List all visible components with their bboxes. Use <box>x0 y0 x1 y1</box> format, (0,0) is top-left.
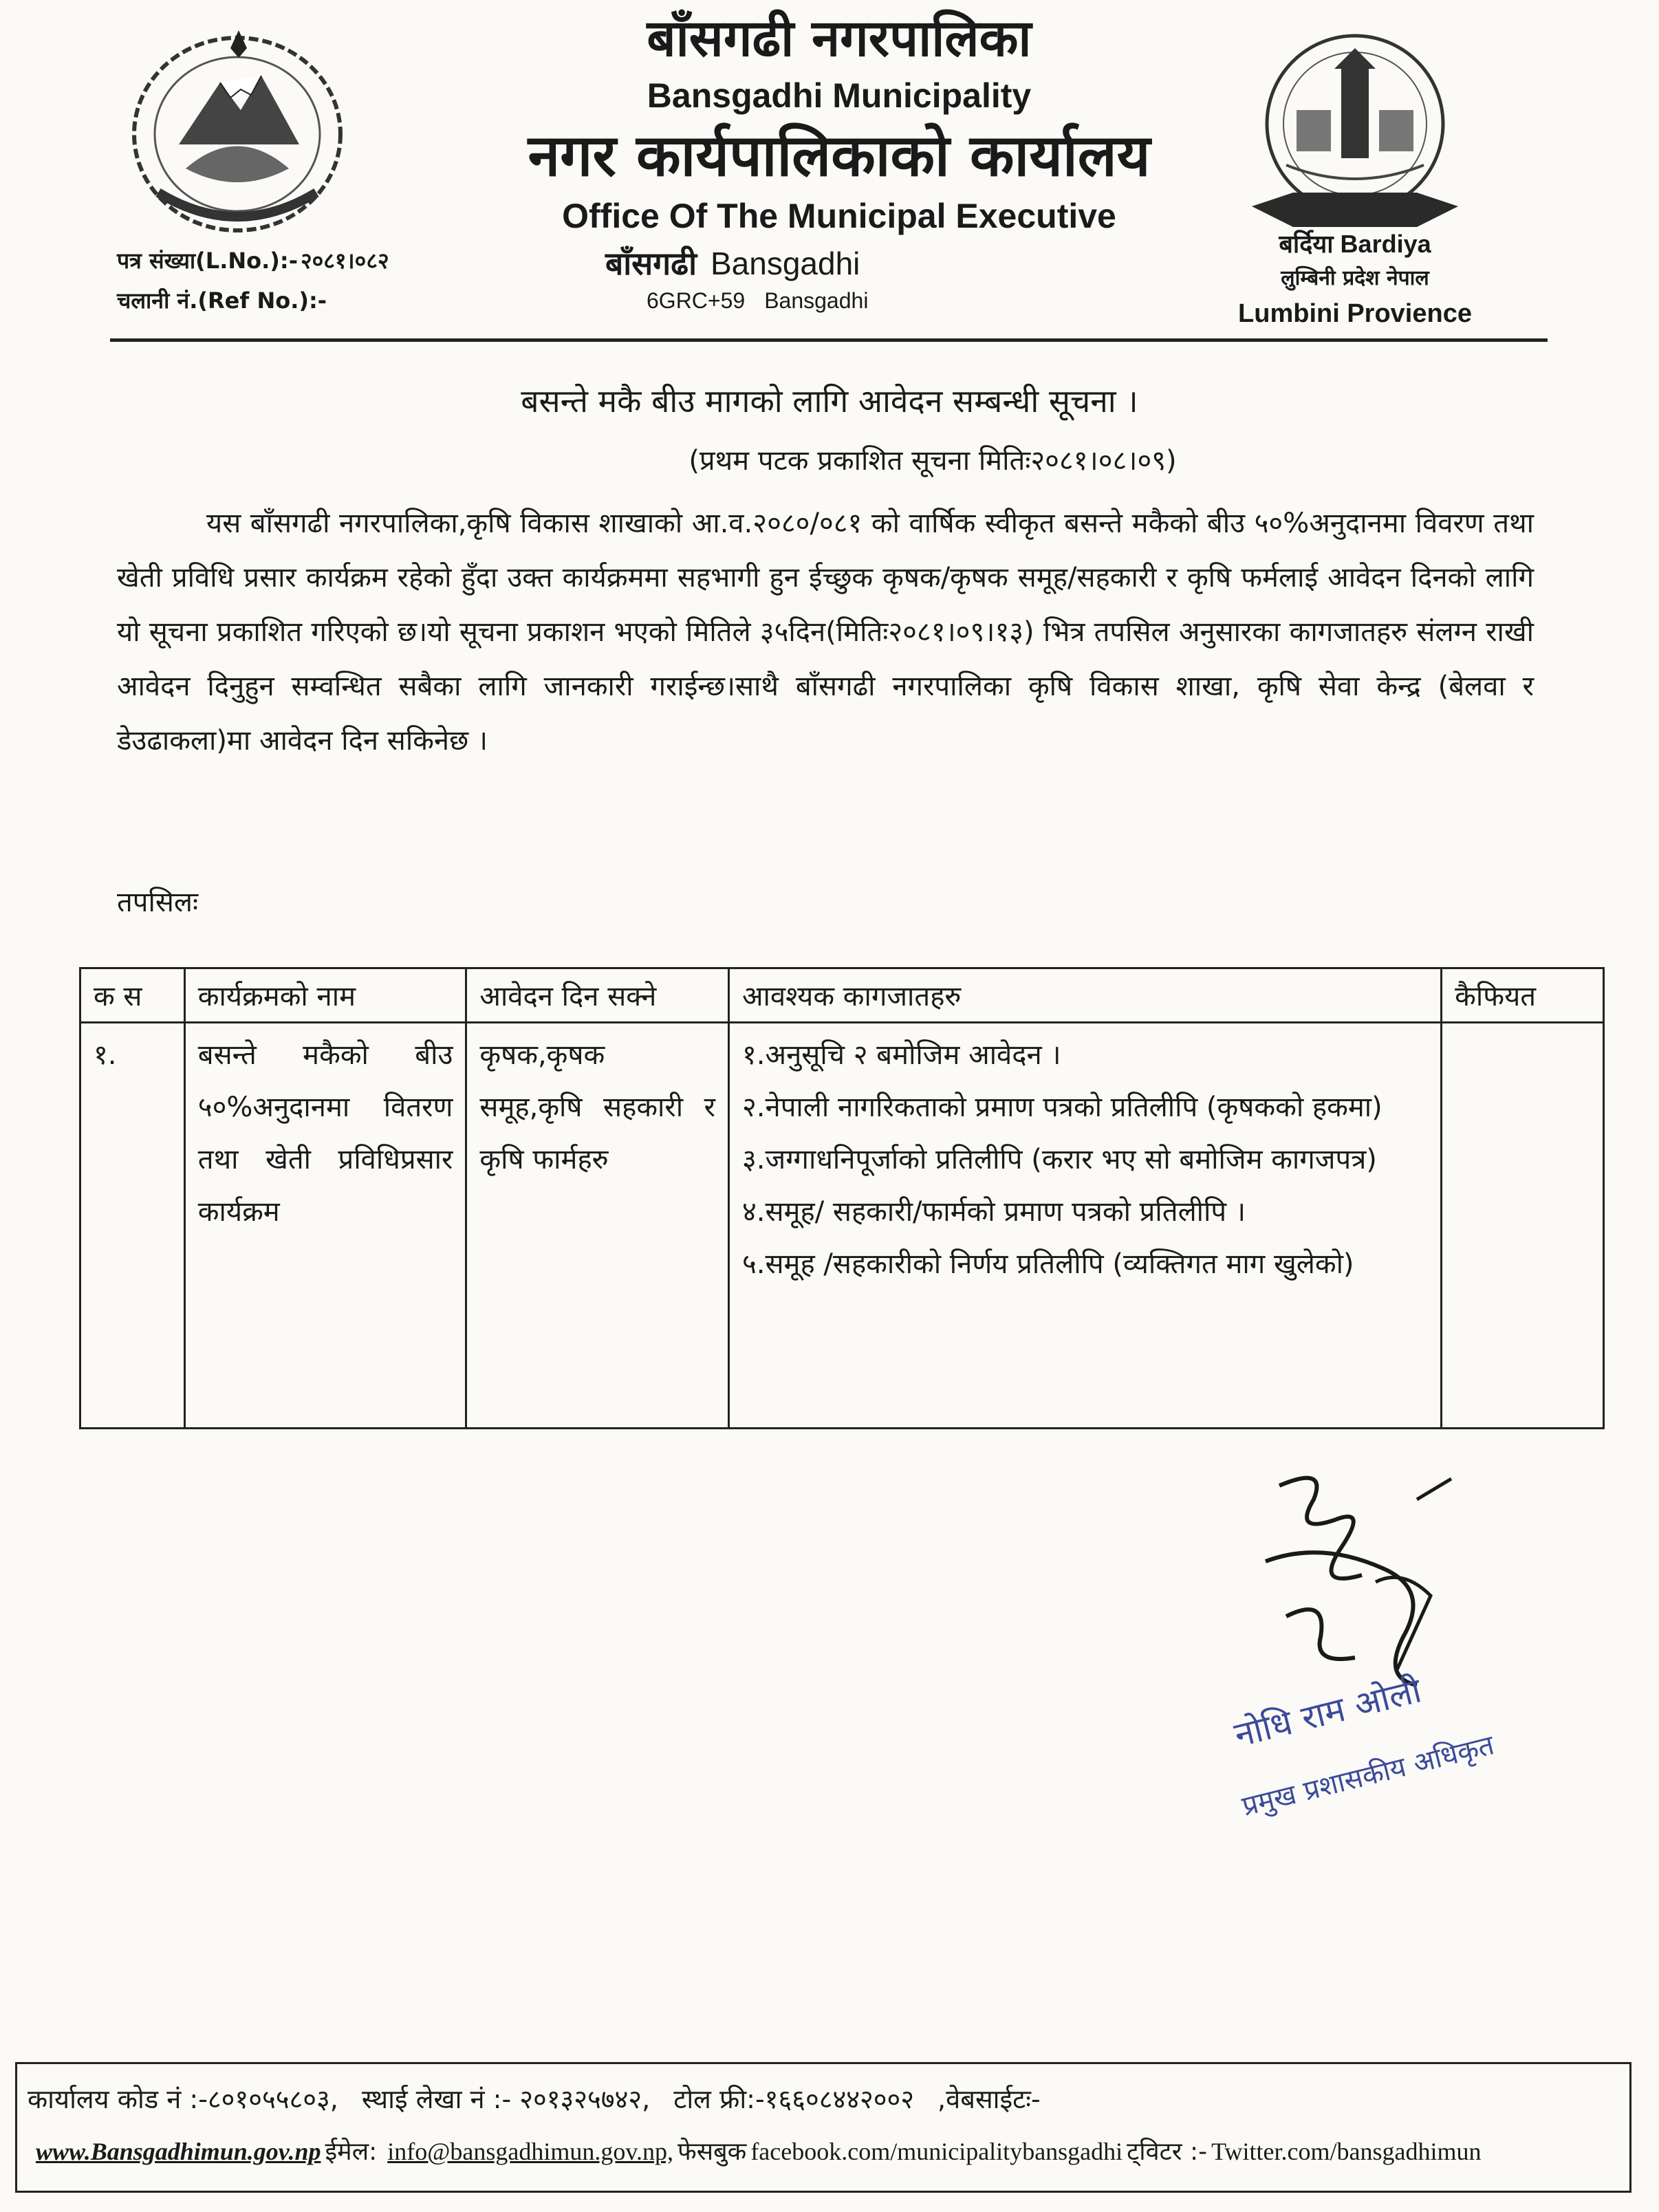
facebook-link[interactable]: facebook.com/municipalitybansgadhi <box>750 2138 1123 2165</box>
email-label: ईमेल: <box>325 2138 378 2166</box>
municipality-name-english: Bansgadhi Municipality <box>647 76 1032 115</box>
details-label: तपसिलः <box>117 887 199 918</box>
letter-number <box>117 241 389 281</box>
plus-code-place: Bansgadhi <box>764 288 869 313</box>
cell-sn: १. <box>80 1023 185 1429</box>
ref-number-label: चलानी नं.(Ref No.):- <box>117 288 327 314</box>
header-divider <box>110 338 1548 342</box>
plus-code-value: 6GRC+59 <box>647 288 746 313</box>
notice-subject: बसन्ते मकै बीउ मागको लागि आवेदन सम्बन्धी सूचना । <box>521 382 1138 420</box>
document-item: ४.समूह/ सहकारी/फार्मको प्रमाण पत्रको प्रतिलीपि । <box>742 1196 1246 1228</box>
facebook-label: फेसबुक <box>677 2138 747 2166</box>
twitter-link[interactable]: Twitter.com/bansgadhimun <box>1211 2138 1482 2165</box>
footer-line-2 <box>36 2131 1486 2173</box>
publication-date: (प्रथम पटक प्रकाशित सूचना मितिः२०८१।०८।०९) <box>688 445 1177 477</box>
header-sn: क स <box>80 968 185 1023</box>
cell-eligible: कृषक,कृषक समूह,कृषि सहकारी र कृषि फार्महरु <box>466 1023 729 1429</box>
cell-documents <box>729 1023 1442 1429</box>
header-eligible: आवेदन दिन सक्ने <box>466 968 729 1023</box>
toll-free: टोल फ्री:-१६६०८४४२००२ <box>673 2084 915 2114</box>
table-row <box>80 1023 1604 1429</box>
signer-title: प्रमुख प्रशासकीय अधिकृत <box>1239 1729 1497 1823</box>
twitter-label: ट्विटर :- <box>1127 2138 1208 2166</box>
address-block <box>1211 227 1499 332</box>
location-nepali: बाँसगढी <box>605 245 697 282</box>
nepal-emblem-logo <box>103 21 371 241</box>
signature-stamp <box>1224 1458 1527 1843</box>
office-location <box>454 242 1238 285</box>
district: बर्दिया Bardiya <box>1279 230 1431 258</box>
notice-paragraph: यस बाँसगढी नगरपालिका,कृषि विकास शाखाको आ.व.२०८०/०८१ को वार्षिक स्वीकृत बसन्ते मकैको बीउ ५०%अनुदानमा विवरण तथा खेती प्रविधि प्रसार कार्यक्रम रहेको हुँदा उक्त कार्यक्रममा सहभागी हुन ईच्छुक कृषक/कृषक समूह/सहकारी र कृषि फर्मलाई आवेदन दिनको लागि यो सूचना प्रकाशित गरिएको छ।यो सूचना प्रकाशन भएको मितिले ३५दिन(मितिः२०८१।०९।१३) भित्र तपसिल अनुसारका कागजातहरु संलग्न राखी आवेदन दिनुहुन सम्वन्धित सबैका लागि जानकारी गराईन्छ।साथै बाँसगढी नगरपालिका कृषि विकास शाखा, कृषि सेवा केन्द्र (बेलवा र डेउढाकला)मा आवेदन दिन सकिनेछ । <box>117 508 1534 757</box>
municipality-name-nepali: बाँसगढी नगरपालिका <box>647 9 1032 68</box>
letter-number-value: २०८१।०८२ <box>300 248 389 274</box>
office-name-english: Office Of The Municipal Executive <box>562 197 1116 235</box>
header-documents: आवश्यक कागजातहरु <box>729 968 1442 1023</box>
header-remarks: कैफियत <box>1442 968 1604 1023</box>
reference-block <box>117 241 389 321</box>
pan-number: स्थाई लेखा नं :- २०१३२५७४२, <box>361 2084 651 2114</box>
plus-code <box>440 285 1238 316</box>
document-item: ३.जग्गाधनिपूर्जाको प्रतिलीपि (करार भए सो बमोजिम कागजपत्र) <box>742 1144 1377 1175</box>
email-link[interactable]: info@bansgadhimun.gov.np, <box>387 2138 674 2165</box>
province-english: Lumbini Provience <box>1238 299 1472 328</box>
header-program: कार्यक्रमको नाम <box>184 968 466 1023</box>
municipality-seal-logo <box>1231 21 1479 241</box>
letter-number-label: पत्र संख्या(L.No.):- <box>117 248 298 274</box>
document-item: ५.समूह /सहकारीको निर्णय प्रतिलीपि (व्यक्तिगत माग खुलेको) <box>742 1248 1354 1280</box>
signer-name: नोधि राम ओली <box>1230 1670 1426 1755</box>
document-item: १.अनुसूचि २ बमोजिम आवेदन । <box>742 1039 1061 1071</box>
office-code: कार्यालय कोड नं :-८०१०५५८०३, <box>28 2084 338 2114</box>
website-label: ,वेबसाईटः- <box>937 2084 1041 2114</box>
website-link[interactable]: www.Bansgadhimun.gov.np <box>36 2138 321 2165</box>
document-item: २.नेपाली नागरिकताको प्रमाण पत्रको प्रतिलीपि (कृषकको हकमा) <box>742 1092 1382 1123</box>
province-nepali: लुम्बिनी प्रदेश नेपाल <box>1281 266 1429 290</box>
letterhead <box>440 7 1238 316</box>
table-header-row <box>80 968 1604 1023</box>
office-name-nepali: नगर कार्यपालिकाको कार्यालय <box>528 122 1151 189</box>
footer-line-1 <box>28 2079 1064 2120</box>
location-english: Bansgadhi <box>711 246 860 281</box>
program-table <box>79 967 1605 1429</box>
cell-remarks <box>1442 1023 1604 1429</box>
cell-program: बसन्ते मकैको बीउ ५०%अनुदानमा वितरण तथा खेती प्रविधिप्रसार कार्यक्रम <box>184 1023 466 1429</box>
